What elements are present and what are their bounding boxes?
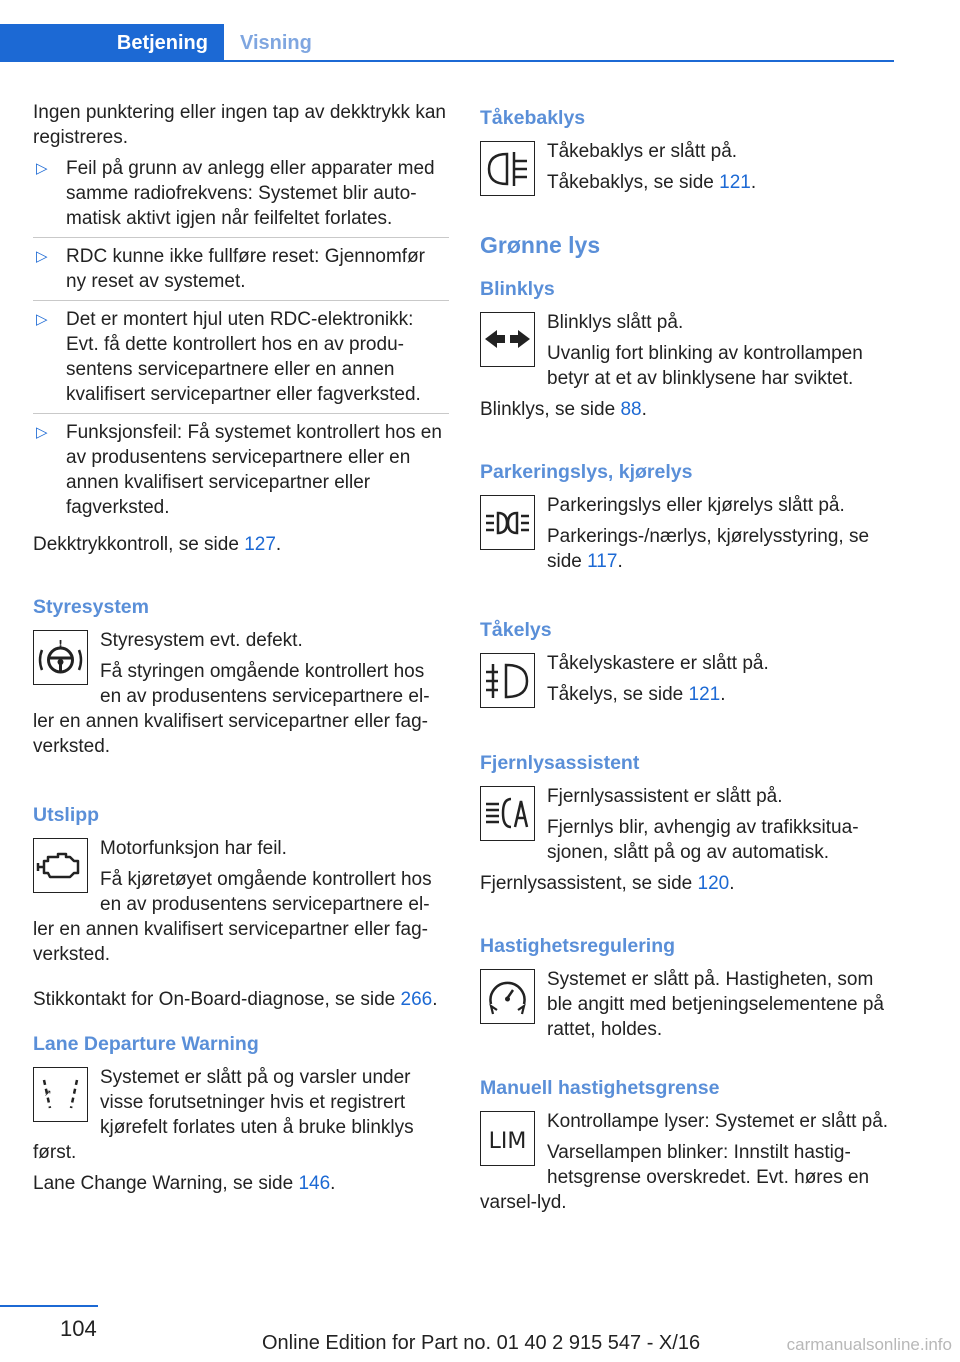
left-column xyxy=(33,100,449,1202)
section-heading-fjernlys: Fjernlysassistent xyxy=(480,752,640,774)
header-tabbar xyxy=(0,24,894,62)
speed-limiter-icon xyxy=(480,1111,535,1166)
takelys-line2: Tåkelys, se side 121. xyxy=(547,684,726,705)
bullet-marker-icon: ▷ xyxy=(36,160,48,177)
styre-line2: Få styringen omgående kontrollert hos en av produsentens servicepartnere el-ler en annen kvalifisert servicepartner eller fag-verksted. xyxy=(33,661,430,757)
tab-betjening[interactable]: Betjening xyxy=(0,24,224,62)
watermark: carmanualsonline.info xyxy=(786,1335,952,1354)
page-number: 104 xyxy=(60,1316,97,1341)
page-link[interactable]: 120 xyxy=(697,873,730,894)
list-item: ▷ Feil på grunn av anlegg eller apparater med samme radiofrekvens: Systemet blir auto-matisk aktivt igjen når feilfeltet forlates. xyxy=(33,156,449,238)
section-heading-takelys: Tåkelys xyxy=(480,619,552,641)
svg-text:!: ! xyxy=(58,639,63,650)
header-rule xyxy=(0,60,894,62)
manuell-line2: Varsellampen blinker: Innstilt hastig-hetsgrense overskredet. Evt. høres en varsel-lyd. xyxy=(480,1142,870,1213)
turn-signal-icon xyxy=(480,312,535,367)
dekk-reference: Dekktrykkontroll, se side 127. xyxy=(33,534,282,555)
parking-light-icon xyxy=(480,495,535,550)
blinklys-line2: Uvanlig fort blinking av kontrollampen betyr at et av blinklysene har sviktet. xyxy=(547,343,863,389)
takelys-line1: Tåkelyskastere er slått på. xyxy=(547,653,769,674)
blinklys-line1: Blinklys slått på. xyxy=(547,312,684,333)
takebaklys-line1: Tåkebaklys er slått på. xyxy=(547,141,738,162)
parkering-item xyxy=(480,493,892,580)
bullet-marker-icon: ▷ xyxy=(36,424,48,441)
list-item: ▷ Det er montert hjul uten RDC-elektronikk: Evt. få dette kontrollert hos en av produ-sentens servicepartnere eller en annen kvalifisert servicepartner eller fagverksted. xyxy=(33,307,449,414)
section-heading-hastighet: Hastighetsregulering xyxy=(480,935,676,957)
engine-icon xyxy=(33,838,88,893)
intro-text: Ingen punktering eller ingen tap av dekktrykk kan registreres. xyxy=(33,102,446,148)
ldw-item xyxy=(33,1065,449,1171)
bullet-list xyxy=(33,156,449,526)
section-heading-gronne-lys: Grønne lys xyxy=(480,232,601,258)
fjernlys-line1: Fjernlysassistent er slått på. xyxy=(547,786,783,807)
page-link[interactable]: 121 xyxy=(688,684,721,705)
styre-item xyxy=(33,628,449,765)
rear-fog-light-icon xyxy=(480,141,535,196)
utslipp-line2: Få kjøretøyet omgående kontrollert hos en av produsentens servicepartnere el-ler en annen kvalifisert servicepartner eller fag-verksted. xyxy=(33,869,432,965)
styre-line1: Styresystem evt. defekt. xyxy=(100,630,303,651)
takelys-item xyxy=(480,651,892,713)
page-link[interactable]: 146 xyxy=(298,1173,331,1194)
parkering-line1: Parkeringslys eller kjørelys slått på. xyxy=(547,495,845,516)
section-heading-blinklys: Blinklys xyxy=(480,278,555,300)
lane-departure-icon xyxy=(33,1067,88,1122)
manuell-item xyxy=(480,1109,892,1221)
fjern-reference: Fjernlysassistent, se side 120. xyxy=(480,873,735,894)
section-heading-manuell: Manuell hastighetsgrense xyxy=(480,1077,720,1099)
list-item: ▷ Funksjonsfeil: Få systemet kontrollert hos en av produsentens servicepartnere eller en annen kvalifisert servicepartner eller fagverksted. xyxy=(36,422,442,518)
tab-visning[interactable]: Visning xyxy=(240,32,312,54)
ldw-line1: Systemet er slått på og varsler under visse forutsetninger hvis et registrert kjørefelt forlates uten å bruke blinklys først. xyxy=(33,1067,414,1163)
page-link[interactable]: 127 xyxy=(244,534,276,555)
bullet-marker-icon: ▷ xyxy=(36,248,48,265)
edition-footer: Online Edition for Part no. 01 40 2 915 547 - X/16 xyxy=(262,1332,701,1354)
high-beam-assistant-icon xyxy=(480,786,535,841)
takebaklys-item xyxy=(480,139,892,201)
section-heading-ldw: Lane Departure Warning xyxy=(33,1033,259,1055)
front-fog-light-icon xyxy=(480,653,535,708)
hastighet-item xyxy=(480,967,892,1048)
blinklys-item xyxy=(480,310,892,397)
page-link[interactable]: 266 xyxy=(400,989,433,1010)
fjernlys-line2: Fjernlys blir, avhengig av trafikksitua-sjonen, slått på og av automatisk. xyxy=(547,817,859,863)
bullet-marker-icon: ▷ xyxy=(36,311,48,328)
page-link[interactable]: 121 xyxy=(719,172,751,193)
utslipp-line1: Motorfunksjon har feil. xyxy=(100,838,287,859)
hastighet-line1: Systemet er slått på. Hastigheten, som ble angitt med betjeningselementene på rattet, holdes. xyxy=(547,969,884,1040)
obd-reference: Stikkontakt for On-Board-diagnose, se side 266. xyxy=(33,989,438,1010)
takebaklys-line2: Tåkebaklys, se side 121. xyxy=(547,172,757,193)
section-heading-utslipp: Utslipp xyxy=(33,804,100,826)
page-number-rule xyxy=(0,1305,98,1307)
section-heading-parkering: Parkeringslys, kjørelys xyxy=(480,461,693,483)
right-column xyxy=(480,100,892,1221)
utslipp-item xyxy=(33,836,449,973)
list-item: ▷ RDC kunne ikke fullføre reset: Gjennomfør ny reset av systemet. xyxy=(33,244,449,301)
lcw-reference: Lane Change Warning, se side 146. xyxy=(33,1173,336,1194)
steering-warning-icon xyxy=(33,630,88,685)
page-link[interactable]: 88 xyxy=(620,399,642,420)
svg-text:↗: ↗ xyxy=(44,1089,52,1099)
cruise-control-icon xyxy=(480,969,535,1024)
section-heading-styresystem: Styresystem xyxy=(33,596,149,618)
manuell-line1: Kontrollampe lyser: Systemet er slått på. xyxy=(547,1111,889,1132)
parkering-line2: Parkerings-/nærlys, kjørelysstyring, se side 117. xyxy=(547,526,870,572)
fjernlys-item xyxy=(480,784,892,871)
page-link[interactable]: 117 xyxy=(587,551,618,572)
section-heading-takebaklys: Tåkebaklys xyxy=(480,107,586,129)
svg-text:LIM: LIM xyxy=(488,1129,527,1154)
blink-reference: Blinklys, se side 88. xyxy=(480,399,647,420)
